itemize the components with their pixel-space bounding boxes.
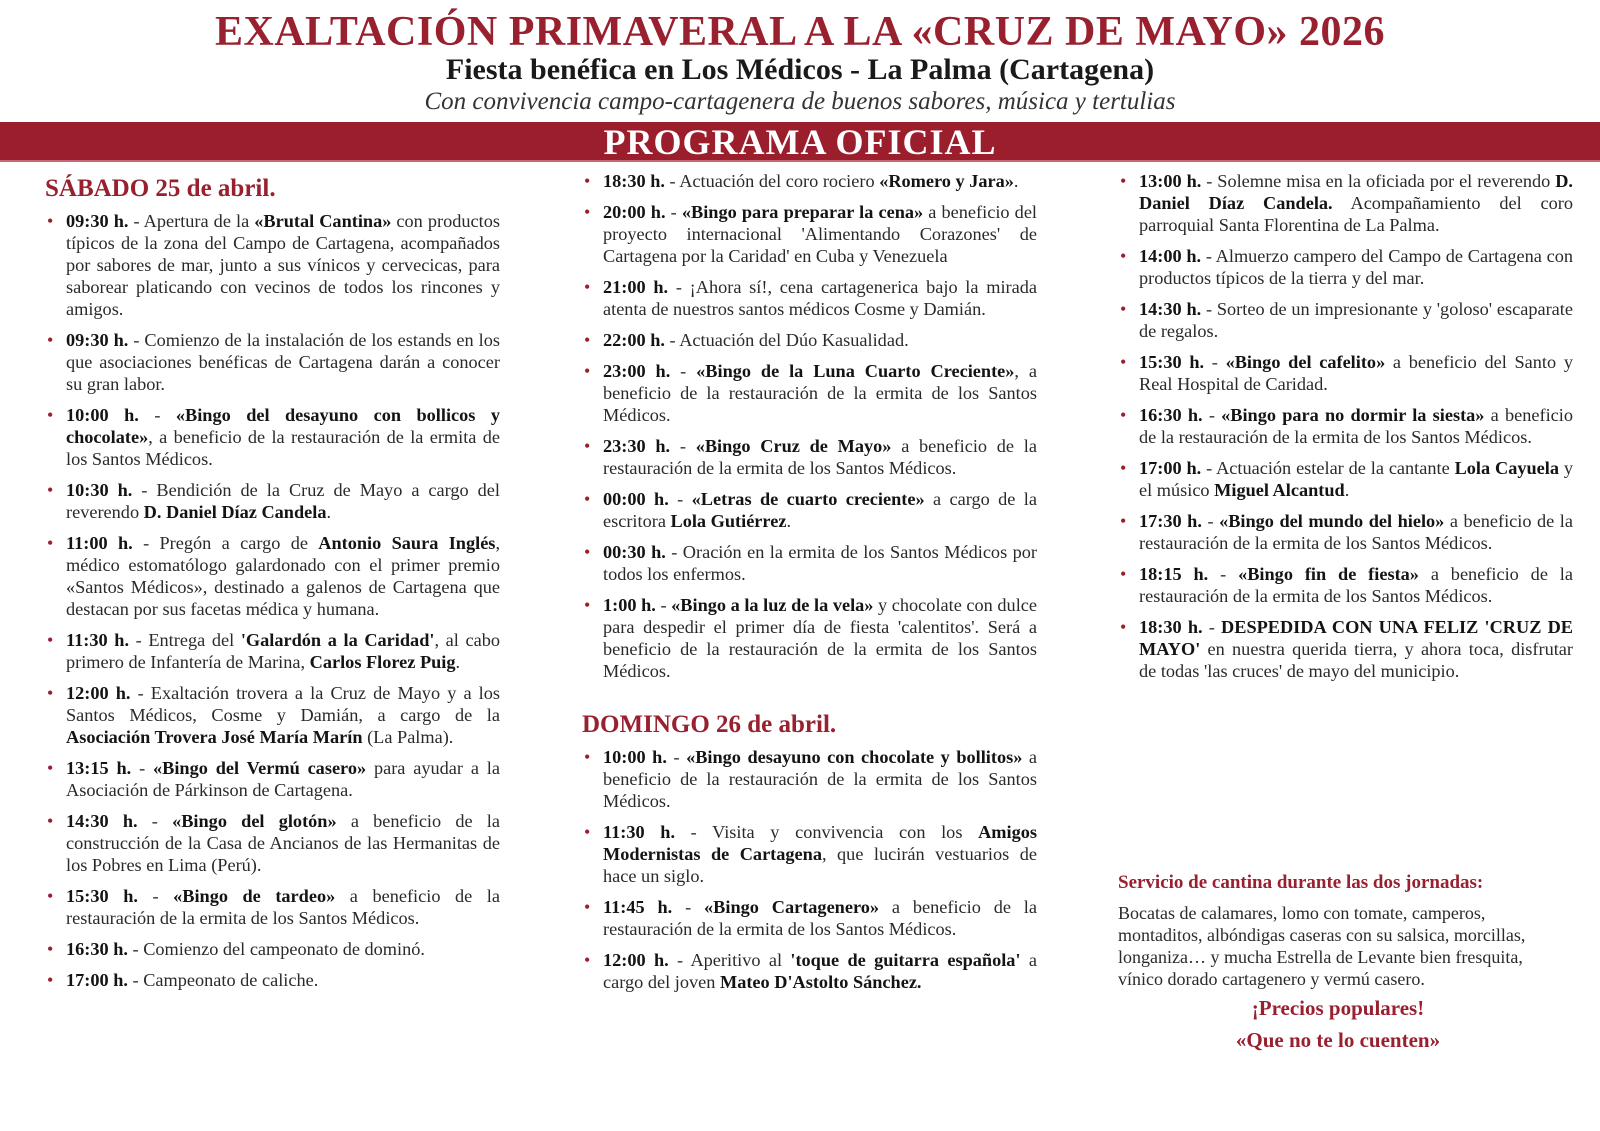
event-item: [45, 810, 500, 876]
bullet-icon: •: [584, 595, 591, 615]
event-item: [1118, 457, 1573, 501]
event-text: a beneficio de la restauración de la ermita de los Santos Médicos.: [1139, 511, 1573, 553]
program-tagline: Con convivencia campo-cartagenera de buenos sabores, música y tertulias: [424, 88, 1176, 115]
event-text: a beneficio de la restauración de la ermita de los Santos Médicos.: [603, 747, 1038, 811]
event-item: [45, 479, 500, 523]
event-time: 11:45 h.: [603, 897, 673, 917]
event-highlight: «Bingo para no dormir la siesta»: [1221, 405, 1485, 425]
event-item: [1118, 298, 1573, 342]
column-1: [45, 170, 500, 1000]
event-time: 10:00 h.: [66, 405, 139, 425]
event-text: a beneficio de la restauración de la ermita de los Santos Médicos.: [1139, 405, 1574, 447]
event-text: - Pregón a cargo de: [132, 533, 319, 553]
event-time: 12:00 h.: [66, 683, 131, 703]
column-3: [1118, 170, 1573, 691]
event-text: - Visita y convivencia con los: [675, 822, 979, 842]
event-highlight: D. Daniel Díaz Candela.: [1139, 171, 1573, 213]
event-time: 12:00 h.: [603, 950, 669, 970]
event-time: 11:30 h.: [66, 630, 130, 650]
event-text: -: [137, 811, 173, 831]
event-text: - Apertura de la: [128, 211, 255, 231]
bullet-icon: •: [47, 886, 54, 906]
event-item: [582, 821, 1037, 887]
event-text: -: [1204, 352, 1226, 372]
event-item: [582, 360, 1037, 426]
event-item: [45, 885, 500, 929]
event-text: -: [655, 595, 672, 615]
event-time: 09:30 h.: [66, 330, 129, 350]
cantina-title: Servicio de cantina durante las dos jornadas:: [1118, 872, 1484, 893]
event-highlight: «Romero y Jara»: [879, 171, 1014, 191]
bullet-icon: •: [47, 939, 54, 959]
event-highlight: «Bingo del cafelito»: [1225, 352, 1386, 372]
bullet-icon: •: [47, 533, 54, 553]
event-item: [1118, 245, 1573, 289]
bullet-icon: •: [1120, 405, 1127, 425]
event-item: [45, 969, 500, 991]
bullet-icon: •: [1120, 352, 1127, 372]
event-text: a beneficio de la restauración de la ermita de los Santos Médicos.: [603, 436, 1037, 478]
event-time: 13:00 h.: [1139, 171, 1202, 191]
event-text: -: [1202, 617, 1222, 637]
event-text: - Actuación del Dúo Kasualidad.: [664, 330, 909, 350]
event-text: .: [786, 511, 792, 531]
event-item: [1118, 351, 1573, 395]
event-time: 15:30 h.: [1139, 352, 1205, 372]
bullet-icon: •: [584, 330, 591, 350]
event-item: [1118, 510, 1573, 554]
event-text: -: [1202, 405, 1222, 425]
day-heading-sunday: DOMINGO 26 de abril.: [582, 711, 837, 738]
event-highlight: «Brutal Cantina»: [254, 211, 392, 231]
event-time: 13:15 h.: [66, 758, 132, 778]
event-time: 18:30 h.: [603, 171, 665, 191]
bullet-icon: •: [47, 758, 54, 778]
event-text: - Bendición de la Cruz de Mayo a cargo del reverendo: [66, 480, 500, 522]
event-item: [1118, 616, 1573, 682]
bullet-icon: •: [584, 277, 591, 297]
event-item: [582, 488, 1037, 532]
event-text: -: [1208, 564, 1239, 584]
bullet-icon: •: [584, 361, 591, 381]
cantina-box: [1118, 872, 1558, 1056]
event-item: [45, 404, 500, 470]
event-time: 17:00 h.: [66, 970, 128, 990]
event-time: 14:00 h.: [1139, 246, 1202, 266]
event-highlight: Miguel Alcantud: [1214, 480, 1345, 500]
section-band: [0, 122, 1600, 162]
event-highlight: 'toque de guitarra española': [790, 950, 1021, 970]
event-highlight: 'Galardón a la Caridad': [240, 630, 435, 650]
event-text: -: [665, 202, 682, 222]
event-highlight: Lola Cayuela: [1454, 458, 1559, 478]
event-text: y chocolate con dulce para despedir el primer día de fiesta 'calentitos'. Será a beneficio de la restauración de la ermita de los Santos Médicos.: [603, 595, 1038, 681]
bullet-icon: •: [584, 950, 591, 970]
bullet-icon: •: [584, 747, 591, 767]
event-text: con productos típicos de la zona del Campo de Cartagena, acompañados por sabores de mar, junto a sus vínicos y cervecicas, para saborear platicando con vecinos de todos los rincones y amigos.: [66, 211, 500, 319]
bullet-icon: •: [1120, 458, 1127, 478]
event-text: -: [670, 361, 697, 381]
event-time: 18:30 h.: [1139, 617, 1203, 637]
event-list: [1118, 170, 1573, 682]
bullet-icon: •: [584, 489, 591, 509]
event-text: a beneficio del proyecto internacional 'Alimentando Corazones' de Cartagena por la Caridad' en Cuba y Venezuela: [603, 202, 1038, 266]
event-text: .: [1013, 171, 1019, 191]
program-subtitle: Fiesta benéfica en Los Médicos - La Palma (Cartagena): [445, 53, 1155, 86]
event-text: a cargo del joven: [603, 950, 1037, 992]
event-text: - Exaltación trovera a la Cruz de Mayo y a los Santos Médicos, Cosme y Damián, a cargo de la: [66, 683, 500, 725]
bullet-icon: •: [1120, 299, 1127, 319]
event-highlight: «Bingo a la luz de la vela»: [671, 595, 874, 615]
event-time: 14:30 h.: [66, 811, 138, 831]
event-text: .: [455, 652, 461, 672]
event-highlight: «Bingo de tardeo»: [173, 886, 336, 906]
bullet-icon: •: [1120, 511, 1127, 531]
event-time: 17:30 h.: [1139, 511, 1202, 531]
event-highlight: Antonio Saura Inglés: [318, 533, 496, 553]
event-time: 22:00 h.: [603, 330, 665, 350]
event-text: .: [1344, 480, 1350, 500]
event-list: [582, 170, 1037, 682]
event-time: 15:30 h.: [66, 886, 138, 906]
event-time: 16:30 h.: [1139, 405, 1203, 425]
event-item: [45, 757, 500, 801]
event-text: -: [668, 489, 692, 509]
event-time: 00:30 h.: [603, 542, 666, 562]
band-label: PROGRAMA OFICIAL: [603, 122, 997, 162]
event-highlight: «Bingo fin de fiesta»: [1238, 564, 1419, 584]
event-highlight: «Bingo del mundo del hielo»: [1219, 511, 1445, 531]
event-time: 1:00 h.: [603, 595, 656, 615]
event-text: (La Palma).: [362, 727, 454, 747]
event-highlight: Carlos Florez Puig: [309, 652, 456, 672]
bullet-icon: •: [584, 542, 591, 562]
event-text: a beneficio de la restauración de la ermita de los Santos Médicos.: [1139, 564, 1574, 606]
event-text: - Solemne misa en la oficiada por el reverendo: [1201, 171, 1556, 191]
event-list: [45, 210, 500, 991]
event-text: -: [670, 436, 696, 456]
event-text: y el músico: [1139, 458, 1573, 500]
event-highlight: Mateo D'Astolto Sánchez.: [719, 972, 922, 992]
event-text: en nuestra querida tierra, y ahora toca, disfrutar de todas 'las cruces' de mayo del municipio.: [1139, 639, 1573, 681]
event-highlight: «Bingo para preparar la cena»: [681, 202, 924, 222]
event-text: - Almuerzo campero del Campo de Cartagena con productos típicos de la tierra y del mar.: [1139, 246, 1573, 288]
event-highlight: «Bingo del desayuno con bollicos y chocolate»: [66, 405, 501, 447]
event-highlight: DESPEDIDA CON UNA FELIZ 'CRUZ DE MAYO': [1139, 617, 1573, 659]
event-text: , al cabo primero de Infantería de Marina,: [66, 630, 500, 672]
event-item: [582, 201, 1037, 267]
event-text: - Comienzo de la instalación de los estands en los que asociaciones benéficas de Cartagena darán a conocer su gran labor.: [66, 330, 500, 394]
event-text: a beneficio de la restauración de la ermita de los Santos Médicos.: [66, 886, 500, 928]
event-time: 23:00 h.: [603, 361, 671, 381]
event-text: - Campeonato de caliche.: [127, 970, 319, 990]
cantina-slogan-prices: ¡Precios populares!: [1251, 996, 1425, 1020]
column-2: [582, 170, 1037, 1002]
event-text: -: [672, 897, 705, 917]
bullet-icon: •: [584, 171, 591, 191]
bullet-icon: •: [47, 405, 54, 425]
event-item: [45, 682, 500, 748]
bullet-icon: •: [47, 211, 54, 231]
event-time: 16:30 h.: [66, 939, 128, 959]
bullet-icon: •: [1120, 246, 1127, 266]
event-text: a beneficio de la restauración de la ermita de los Santos Médicos.: [603, 897, 1038, 939]
event-text: para ayudar a la Asociación de Párkinson de Cartagena.: [66, 758, 500, 800]
event-text: .: [326, 502, 332, 522]
event-text: a cargo de la escritora: [603, 489, 1037, 531]
event-text: , a beneficio de la restauración de la ermita de los Santos Médicos.: [66, 427, 500, 469]
bullet-icon: •: [584, 897, 591, 917]
event-time: 17:00 h.: [1139, 458, 1202, 478]
event-text: -: [131, 758, 154, 778]
event-item: [1118, 170, 1573, 236]
event-text: a beneficio de la construcción de la Casa de Ancianos de las Hermanitas de los Pobres en Lima (Perú).: [66, 811, 500, 875]
bullet-icon: •: [584, 202, 591, 222]
event-text: -: [138, 405, 176, 425]
event-time: 14:30 h.: [1139, 299, 1202, 319]
event-highlight: «Bingo Cartagenero»: [704, 897, 880, 917]
event-highlight: «Bingo del Vermú casero»: [153, 758, 367, 778]
bullet-icon: •: [1120, 564, 1127, 584]
cantina-slogan-tagline: «Que no te lo cuenten»: [1235, 1028, 1441, 1052]
event-text: -: [137, 886, 174, 906]
event-text: , que lucirán vestuarios de hace un siglo.: [603, 844, 1037, 886]
event-text: a beneficio del Santo y Real Hospital de Caridad.: [1139, 352, 1573, 394]
event-time: 20:00 h.: [603, 202, 666, 222]
event-text: , médico estomatólogo galardonado con el primer premio «Santos Médicos», destinado a galenos de Cartagena que destacan por sus facetas médica y humana.: [66, 533, 501, 619]
bullet-icon: •: [47, 330, 54, 350]
event-time: 09:30 h.: [66, 211, 129, 231]
bullet-icon: •: [1120, 617, 1127, 637]
event-text: - Oración en la ermita de los Santos Médicos por todos los enfermos.: [603, 542, 1037, 584]
event-highlight: Lola Gutiérrez: [670, 511, 787, 531]
event-time: 11:30 h.: [603, 822, 676, 842]
bullet-icon: •: [584, 436, 591, 456]
event-item: [45, 938, 500, 960]
bullet-icon: •: [47, 480, 54, 500]
event-time: 23:30 h.: [603, 436, 671, 456]
event-text: - Actuación del coro rociero: [664, 171, 880, 191]
event-time: 21:00 h.: [603, 277, 669, 297]
event-item: [45, 210, 500, 320]
event-time: 18:15 h.: [1139, 564, 1209, 584]
event-item: [582, 541, 1037, 585]
event-time: 11:00 h.: [66, 533, 133, 553]
event-highlight: «Letras de cuarto creciente»: [691, 489, 925, 509]
event-text: - Actuación estelar de la cantante: [1201, 458, 1455, 478]
cantina-text: Bocatas de calamares, lomo con tomate, camperos, montaditos, albóndigas caseras con su salsica, morcillas, longaniza… y mucha Estrella de Levante bien fresquita, vínico dorado cartagenero y vermú casero.: [1118, 903, 1526, 989]
event-highlight: «Bingo Cruz de Mayo»: [695, 436, 892, 456]
event-item: [1118, 563, 1573, 607]
event-highlight: Amigos Modernistas de Cartagena: [603, 822, 1037, 864]
event-text: - Sorteo de un impresionante y 'goloso' escaparate de regalos.: [1139, 299, 1573, 341]
event-item: [582, 435, 1037, 479]
event-text: - Aperitivo al: [668, 950, 791, 970]
event-item: [45, 532, 500, 620]
event-highlight: D. Daniel Díaz Candela: [143, 502, 327, 522]
event-text: Acompañamiento del coro parroquial Santa Florentina de La Palma.: [1139, 193, 1573, 235]
bullet-icon: •: [47, 970, 54, 990]
event-time: 00:00 h.: [603, 489, 669, 509]
bullet-icon: •: [47, 630, 54, 650]
event-item: [582, 276, 1037, 320]
event-text: , a beneficio de la restauración de la ermita de los Santos Médicos.: [603, 361, 1037, 425]
event-highlight: «Bingo desayuno con chocolate y bollitos»: [686, 747, 1023, 767]
event-text: - Comienzo del campeonato de dominó.: [127, 939, 425, 959]
event-item: [582, 329, 1037, 351]
event-highlight: «Bingo de la Luna Cuarto Creciente»: [696, 361, 1015, 381]
event-list: [582, 746, 1037, 993]
event-highlight: «Bingo del glotón»: [172, 811, 337, 831]
bullet-icon: •: [1120, 171, 1127, 191]
program-title: EXALTACIÓN PRIMAVERAL A LA «CRUZ DE MAYO» 2026: [214, 9, 1386, 55]
event-item: [45, 329, 500, 395]
day-heading-saturday: SÁBADO 25 de abril.: [45, 175, 276, 202]
event-item: [582, 896, 1037, 940]
event-text: -: [1201, 511, 1220, 531]
event-item: [582, 949, 1037, 993]
event-highlight: Asociación Trovera José María Marín: [66, 727, 363, 747]
event-item: [582, 594, 1037, 682]
bullet-icon: •: [47, 811, 54, 831]
event-text: -: [666, 747, 687, 767]
event-time: 10:00 h.: [603, 747, 667, 767]
event-text: - ¡Ahora sí!, cena cartagenerica bajo la mirada atenta de nuestros santos médicos Cosme y Damián.: [603, 277, 1037, 319]
event-item: [45, 629, 500, 673]
bullet-icon: •: [584, 822, 591, 842]
event-item: [582, 170, 1037, 192]
event-time: 10:30 h.: [66, 480, 133, 500]
bullet-icon: •: [47, 683, 54, 703]
event-text: - Entrega del: [129, 630, 241, 650]
event-item: [1118, 404, 1573, 448]
event-item: [582, 746, 1037, 812]
